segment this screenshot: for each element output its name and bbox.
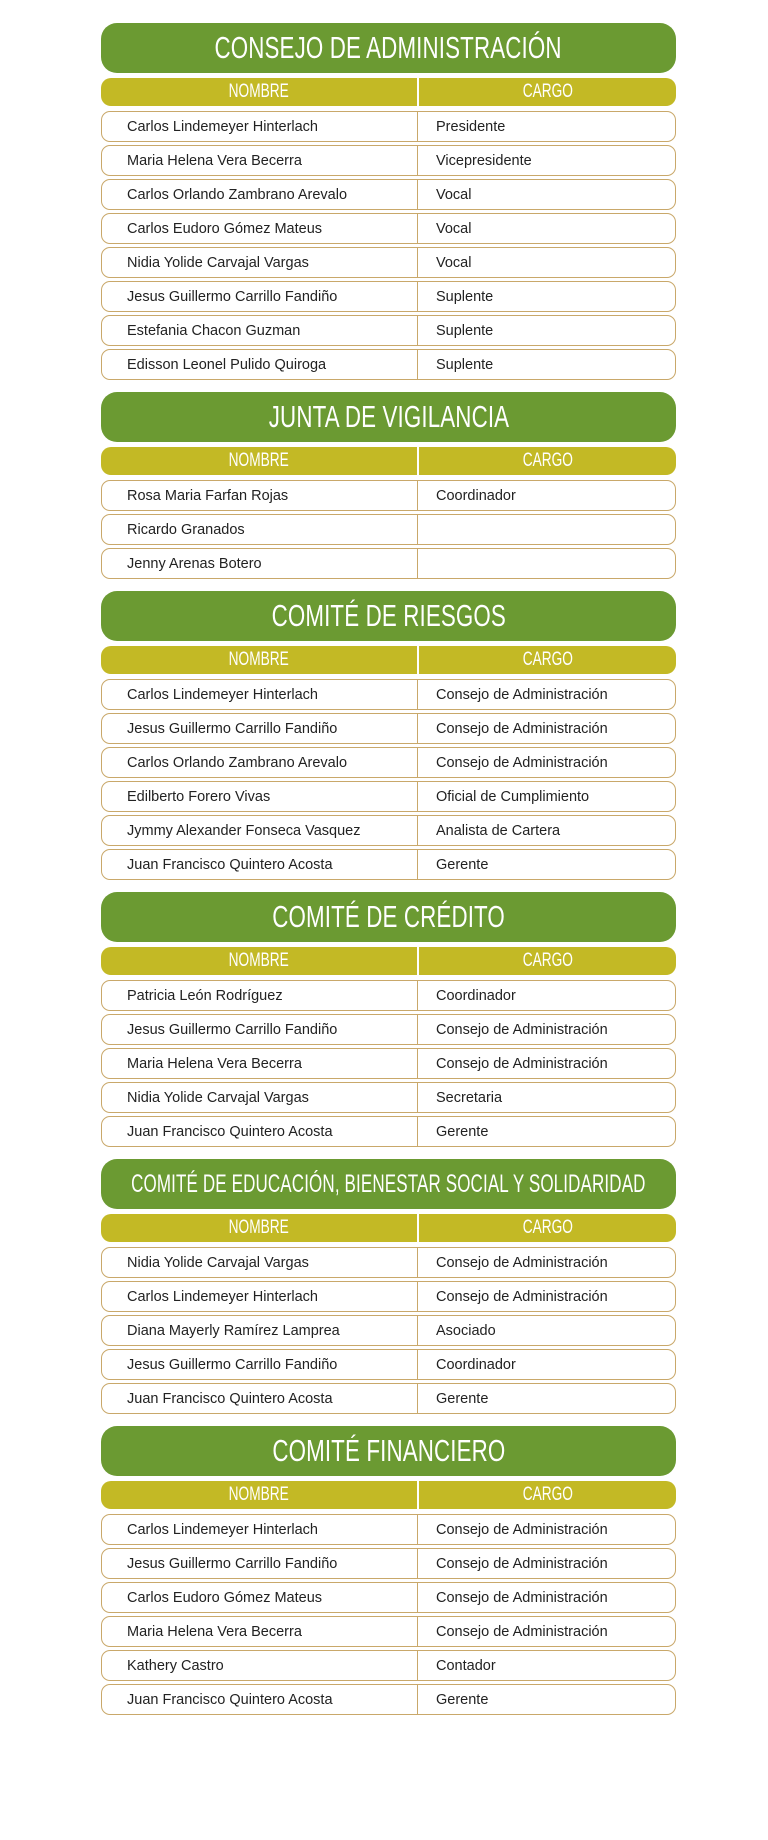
table-row [101,1048,676,1079]
table-row [101,179,676,210]
member-name: Jymmy Alexander Fonseca Vasquez [102,816,418,845]
member-role: Vocal [436,220,472,237]
table-row [101,213,676,244]
member-name: Carlos Eudoro Gómez Mateus [102,214,418,243]
member-name: Carlos Orlando Zambrano Arevalo [102,180,418,209]
table-row [101,514,676,545]
member-name: Jesus Guillermo Carrillo Fandiño [102,1549,418,1578]
member-name: Carlos Lindemeyer Hinterlach [102,680,418,709]
member-role: Consejo de Administración [436,1055,608,1072]
header-role [419,947,676,975]
table-header [101,1214,676,1242]
table-row [101,548,676,579]
table-row [101,1082,676,1113]
member-name: Edisson Leonel Pulido Quiroga [102,350,418,379]
member-role: Vocal [436,186,472,203]
table-row [101,349,676,380]
member-name: Kathery Castro [102,1651,418,1680]
member-role: Consejo de Administración [436,720,608,737]
table-header [101,646,676,674]
member-name: Juan Francisco Quintero Acosta [102,850,418,879]
section-title [101,892,676,942]
header-role-label: CARGO [522,1484,573,1505]
member-name: Carlos Lindemeyer Hinterlach [102,1515,418,1544]
table-body [101,480,676,579]
section-title-text: COMITÉ DE CRÉDITO [272,899,505,934]
section-title-text: COMITÉ FINANCIERO [271,1433,506,1468]
table-row [101,1383,676,1414]
header-name [101,1214,419,1242]
table-row [101,781,676,812]
header-role [419,78,676,106]
member-role: Consejo de Administración [436,1521,608,1538]
member-role: Coordinador [436,487,516,504]
header-name-label: NOMBRE [228,81,290,102]
member-role: Consejo de Administración [436,754,608,771]
table-body [101,980,676,1147]
table-row [101,1014,676,1045]
header-name-label: NOMBRE [228,450,290,471]
header-name-label: NOMBRE [228,1484,290,1505]
table-body [101,1247,676,1414]
section-title-text: CONSEJO DE ADMINISTRACIÓN [214,30,563,65]
header-role-label: CARGO [522,649,573,670]
table-row [101,1281,676,1312]
header-name-label: NOMBRE [228,950,290,971]
section-title [101,23,676,73]
member-role: Asociado [436,1322,496,1339]
member-name: Edilberto Forero Vivas [102,782,418,811]
member-role: Oficial de Cumplimiento [436,788,590,805]
member-role: Gerente [436,1390,489,1407]
section-title [101,591,676,641]
table-row [101,679,676,710]
committee-section [101,392,676,579]
header-name [101,1481,419,1509]
member-role: Vicepresidente [436,152,532,169]
header-role [419,447,676,475]
member-role: Gerente [436,1691,489,1708]
header-name-label: NOMBRE [228,649,290,670]
header-role-label: CARGO [522,81,573,102]
table-header [101,78,676,106]
member-name: Jesus Guillermo Carrillo Fandiño [102,1350,418,1379]
section-title [101,1426,676,1476]
member-name: Maria Helena Vera Becerra [102,146,418,175]
member-role: Contador [436,1657,496,1674]
header-name-label: NOMBRE [228,1217,290,1238]
member-role: Suplente [436,288,494,305]
table-row [101,1315,676,1346]
table-row [101,1548,676,1579]
header-name [101,78,419,106]
member-name: Nidia Yolide Carvajal Vargas [102,1248,418,1277]
member-name: Patricia León Rodríguez [102,981,418,1010]
member-name: Nidia Yolide Carvajal Vargas [102,248,418,277]
member-role: Coordinador [436,1356,516,1373]
member-role [418,549,675,578]
member-name: Jesus Guillermo Carrillo Fandiño [102,1015,418,1044]
committee-section [101,1426,676,1715]
table-row [101,1616,676,1647]
table-row [101,1582,676,1613]
section-title-text: JUNTA DE VIGILANCIA [268,399,509,434]
member-name: Jesus Guillermo Carrillo Fandiño [102,714,418,743]
table-row [101,247,676,278]
table-row [101,1247,676,1278]
header-role [419,1481,676,1509]
member-role [418,515,675,544]
member-name: Juan Francisco Quintero Acosta [102,1685,418,1714]
header-role-label: CARGO [522,1217,573,1238]
member-role: Suplente [436,356,494,373]
member-role: Gerente [436,856,489,873]
table-row [101,145,676,176]
table-body [101,679,676,880]
member-name: Jesus Guillermo Carrillo Fandiño [102,282,418,311]
table-row [101,1514,676,1545]
section-title-text: COMITÉ DE RIESGOS [271,598,506,633]
header-role-label: CARGO [522,950,573,971]
member-name: Juan Francisco Quintero Acosta [102,1384,418,1413]
member-role: Consejo de Administración [436,686,608,703]
member-name: Ricardo Granados [102,515,418,544]
table-header [101,1481,676,1509]
table-row [101,980,676,1011]
member-name: Estefania Chacon Guzman [102,316,418,345]
member-name: Rosa Maria Farfan Rojas [102,481,418,510]
header-role [419,646,676,674]
member-role: Coordinador [436,987,516,1004]
member-name: Carlos Lindemeyer Hinterlach [102,1282,418,1311]
member-name: Maria Helena Vera Becerra [102,1049,418,1078]
table-row [101,1116,676,1147]
table-row [101,1349,676,1380]
member-name: Maria Helena Vera Becerra [102,1617,418,1646]
member-role: Vocal [436,254,472,271]
header-name [101,646,419,674]
member-role: Suplente [436,322,494,339]
committee-section [101,23,676,380]
table-header [101,947,676,975]
table-row [101,281,676,312]
member-name: Diana Mayerly Ramírez Lamprea [102,1316,418,1345]
member-name: Carlos Orlando Zambrano Arevalo [102,748,418,777]
table-row [101,849,676,880]
header-role-label: CARGO [522,450,573,471]
member-role: Consejo de Administración [436,1623,608,1640]
section-title [101,1159,676,1209]
member-role: Analista de Cartera [436,822,561,839]
member-role: Gerente [436,1123,489,1140]
table-row [101,111,676,142]
table-row [101,315,676,346]
table-row [101,480,676,511]
table-row [101,1684,676,1715]
member-role: Consejo de Administración [436,1254,608,1271]
member-role: Consejo de Administración [436,1288,608,1305]
header-name [101,447,419,475]
member-role: Secretaria [436,1089,503,1106]
member-name: Nidia Yolide Carvajal Vargas [102,1083,418,1112]
table-body [101,1514,676,1715]
member-role: Consejo de Administración [436,1021,608,1038]
member-name: Carlos Eudoro Gómez Mateus [102,1583,418,1612]
table-row [101,815,676,846]
committee-section [101,892,676,1147]
section-title-text: COMITÉ DE EDUCACIÓN, BIENESTAR SOCIAL Y SOLIDARIDAD [131,1169,646,1198]
table-row [101,1650,676,1681]
table-row [101,747,676,778]
member-name: Juan Francisco Quintero Acosta [102,1117,418,1146]
section-title [101,392,676,442]
member-role: Consejo de Administración [436,1555,608,1572]
table-row [101,713,676,744]
member-role: Consejo de Administración [436,1589,608,1606]
member-role: Presidente [436,118,506,135]
header-name [101,947,419,975]
table-header [101,447,676,475]
member-name: Carlos Lindemeyer Hinterlach [102,112,418,141]
table-body [101,111,676,380]
committee-section [101,591,676,880]
committees-document [101,23,676,1727]
member-name: Jenny Arenas Botero [102,549,418,578]
header-role [419,1214,676,1242]
committee-section [101,1159,676,1414]
